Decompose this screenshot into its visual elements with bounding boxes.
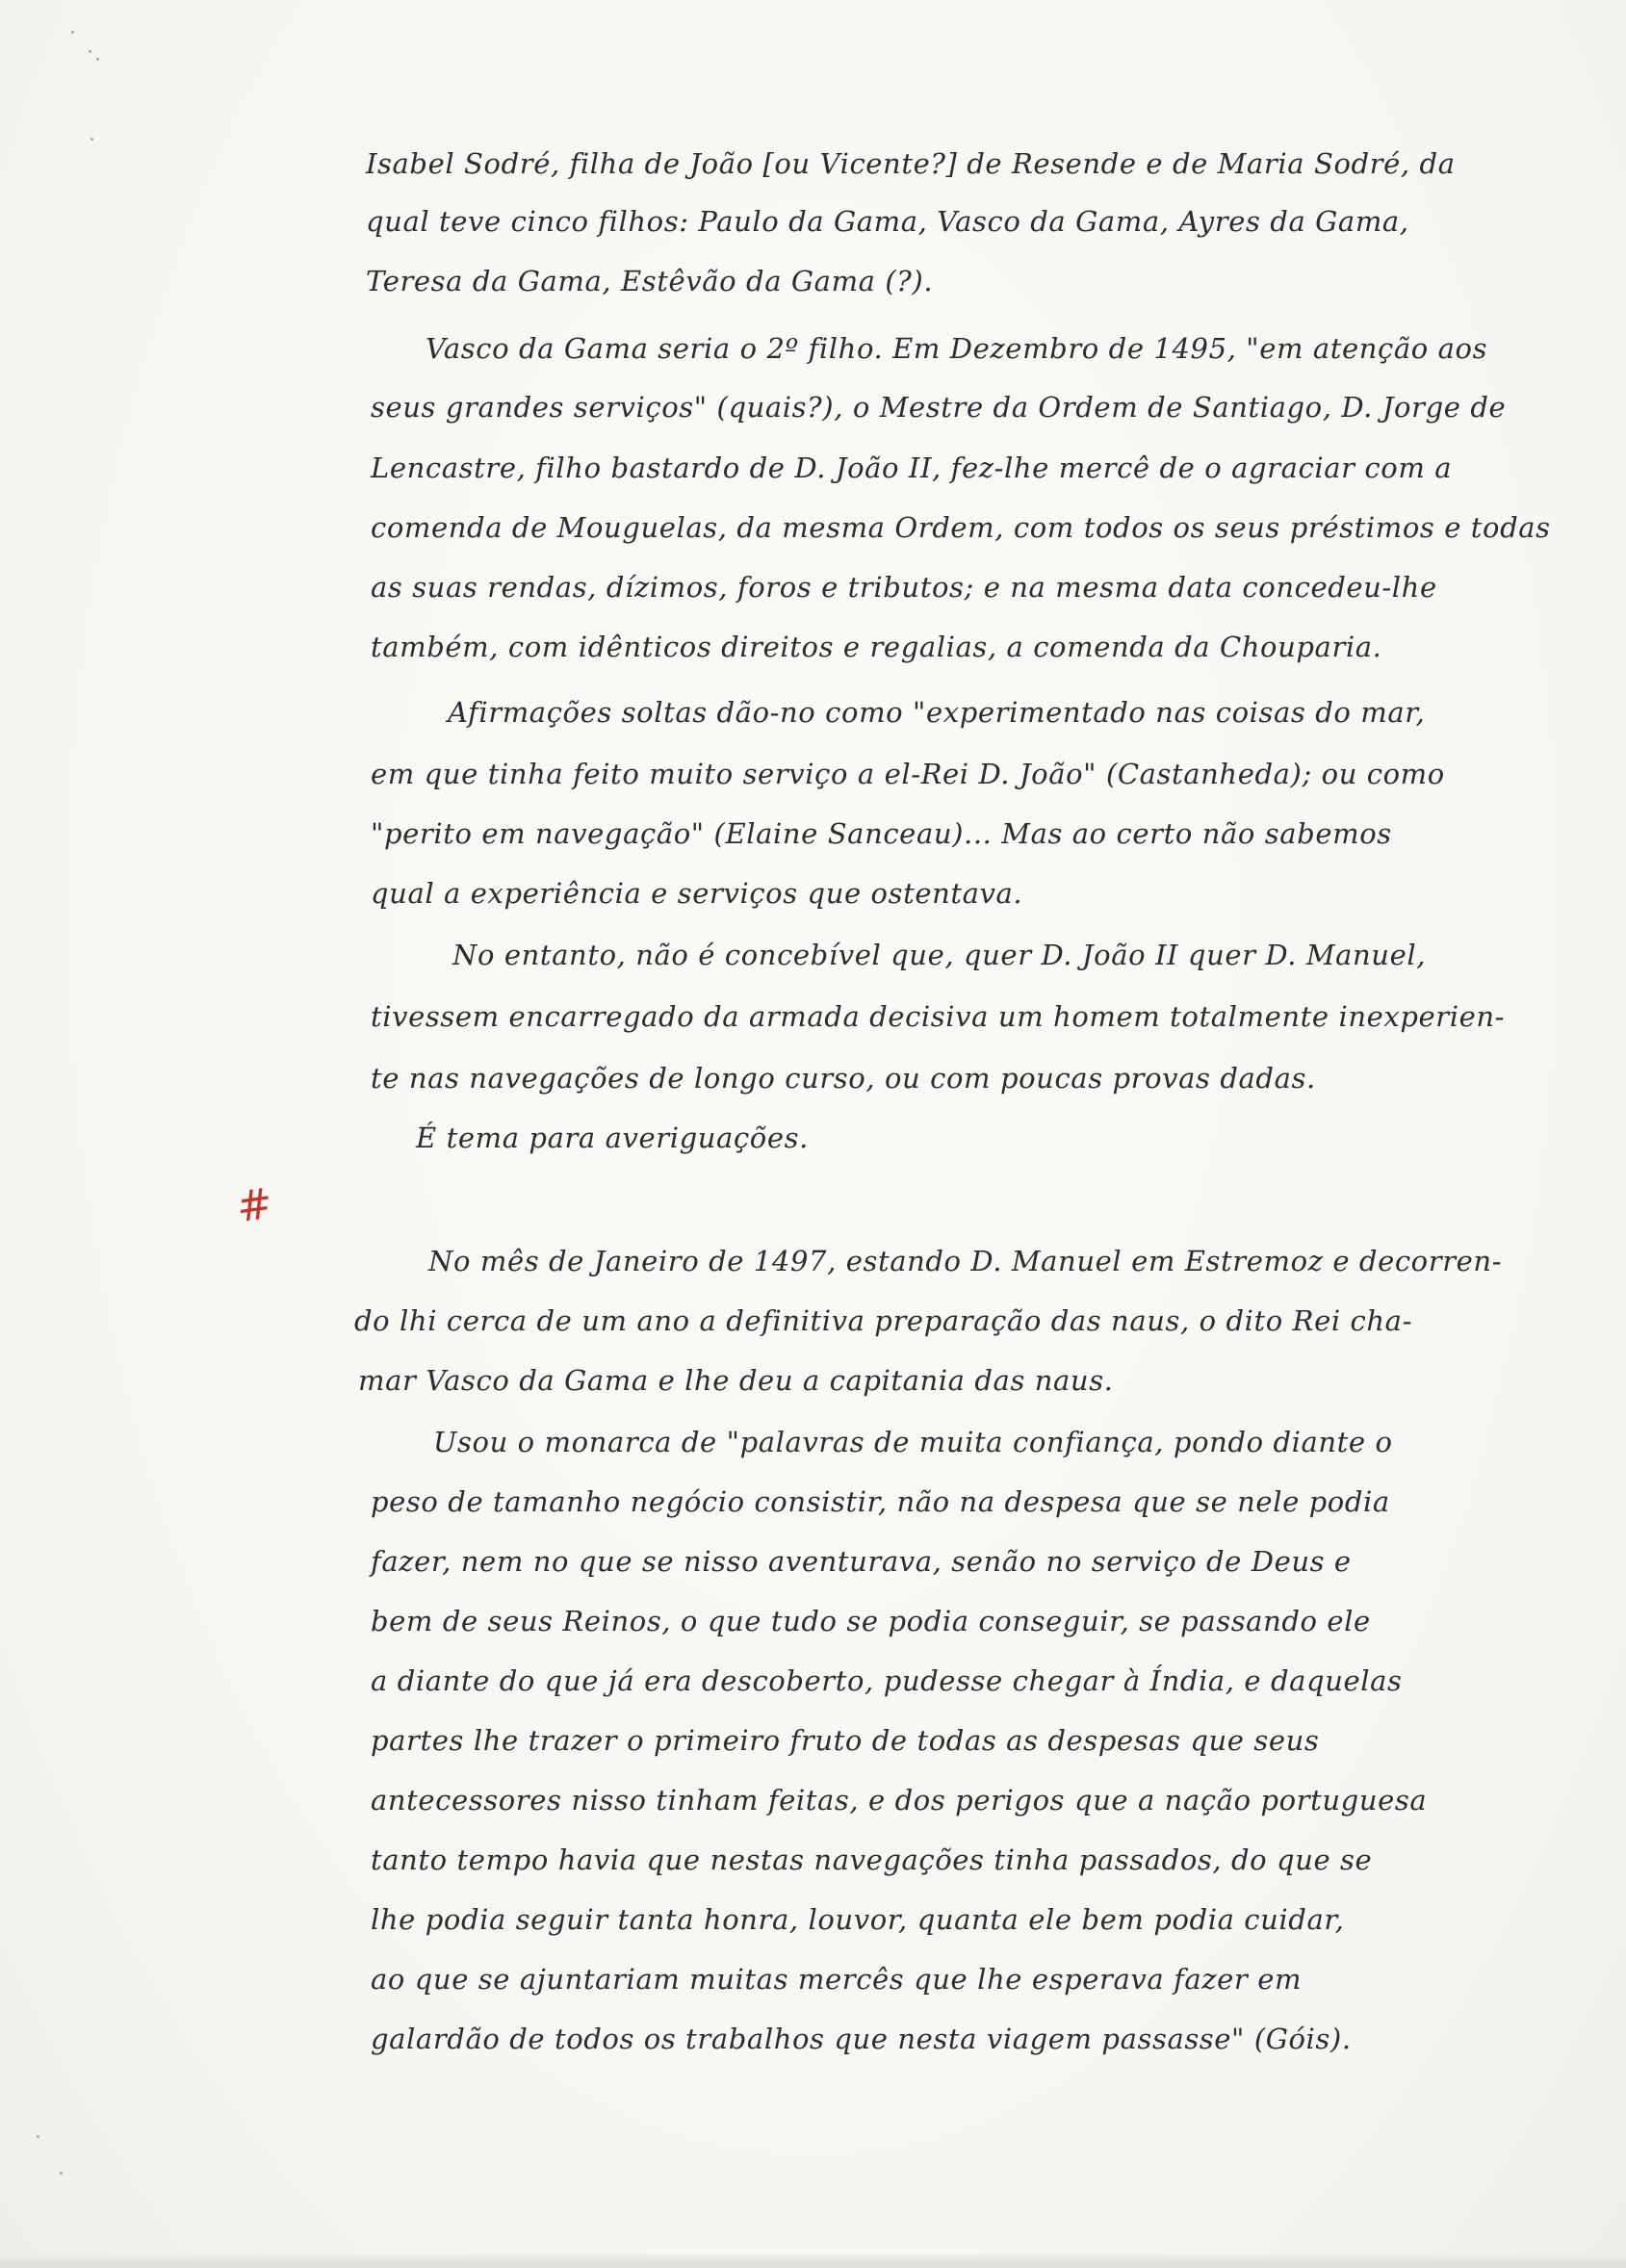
text-line: Vasco da Gama seria o 2º filho. Em Dezembro de 1495, "em atenção aos	[426, 332, 1488, 365]
text-line: as suas rendas, dízimos, foros e tributos; e na mesma data concedeu-lhe	[371, 571, 1437, 604]
text-line: do lhi cerca de um ano a definitiva preparação das naus, o dito Rei cha-	[354, 1304, 1412, 1337]
text-line: antecessores nisso tinham feitas, e dos perigos que a nação portuguesa	[371, 1784, 1428, 1817]
paper-speck	[96, 58, 99, 61]
paper-speck	[90, 138, 93, 141]
paper-speck	[60, 2172, 63, 2175]
text-line: "perito em navegação" (Elaine Sanceau)... Mas ao certo não sabemos	[371, 817, 1392, 850]
paper-speck	[89, 50, 91, 53]
text-line: te nas navegações de longo curso, ou com poucas provas dadas.	[371, 1062, 1316, 1095]
text-line: Lencastre, filho bastardo de D. João II, fez-lhe mercê de o agraciar com a	[371, 451, 1453, 484]
text-line: tivessem encarregado da armada decisiva um homem totalmente inexperien-	[371, 1000, 1506, 1033]
text-line: também, com idênticos direitos e regalias, a comenda da Chouparia.	[371, 631, 1382, 663]
text-line: galardão de todos os trabalhos que nesta viagem passasse" (Góis).	[371, 2023, 1352, 2055]
text-line: qual a experiência e serviços que ostentava.	[371, 877, 1023, 910]
text-line: ao que se ajuntariam muitas mercês que lhe esperava fazer em	[371, 1963, 1303, 1996]
text-line: Teresa da Gama, Estêvão da Gama (?).	[366, 265, 934, 297]
text-line: comenda de Mouguelas, da mesma Ordem, com todos os seus préstimos e todas	[371, 511, 1551, 544]
text-line: No mês de Janeiro de 1497, estando D. Manuel em Estremoz e decorren-	[428, 1245, 1503, 1277]
paper-speck	[71, 31, 74, 34]
text-line: No entanto, não é concebível que, quer D. João II quer D. Manuel,	[452, 939, 1427, 971]
text-line: mar Vasco da Gama e lhe deu a capitania das naus.	[358, 1364, 1114, 1397]
paper-speck	[37, 2135, 39, 2138]
text-line: fazer, nem no que se nisso aventurava, senão no serviço de Deus e	[371, 1545, 1352, 1578]
paper-bottom-edge	[0, 2255, 1626, 2268]
text-line: em que tinha feito muito serviço a el-Rei D. João" (Castanheda); ou como	[371, 758, 1445, 790]
text-line: tanto tempo havia que nestas navegações tinha passados, do que se	[371, 1843, 1373, 1876]
text-line: partes lhe trazer o primeiro fruto de todas as despesas que seus	[371, 1724, 1320, 1757]
text-line: qual teve cinco filhos: Paulo da Gama, Vasco da Gama, Ayres da Gama,	[366, 205, 1409, 238]
text-line: Isabel Sodré, filha de João [ou Vicente?] de Resende e de Maria Sodré, da	[366, 147, 1456, 180]
text-line: bem de seus Reinos, o que tudo se podia conseguir, se passando ele	[371, 1605, 1371, 1637]
text-line: peso de tamanho negócio consistir, não na despesa que se nele podia	[371, 1485, 1390, 1518]
text-line: a diante do que já era descoberto, pudesse chegar à Índia, e daquelas	[371, 1664, 1403, 1697]
text-line: seus grandes serviços" (quais?), o Mestre da Ordem de Santiago, D. Jorge de	[371, 391, 1507, 424]
text-line: Afirmações soltas dão-no como "experimentado nas coisas do mar,	[448, 696, 1426, 729]
text-line: Usou o monarca de "palavras de muita confiança, pondo diante o	[433, 1426, 1393, 1458]
text-line: lhe podia seguir tanta honra, louvor, quanta ele bem podia cuidar,	[371, 1903, 1345, 1936]
margin-hash-mark: #	[233, 1178, 276, 1233]
text-line: É tema para averiguações.	[416, 1121, 809, 1154]
